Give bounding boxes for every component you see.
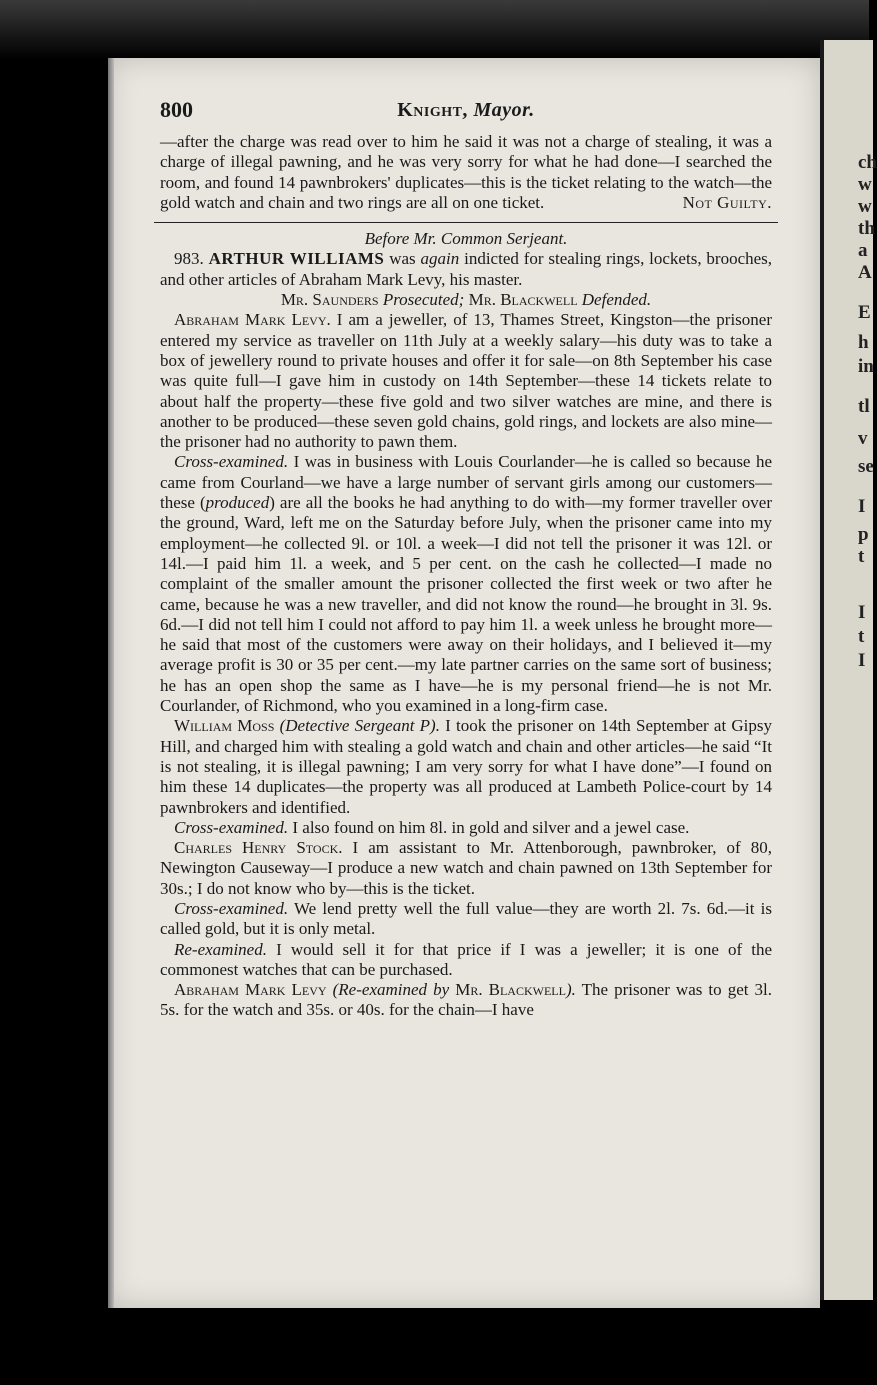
witness-name: Charles Henry Stock. xyxy=(174,838,343,858)
cross-examination-levy xyxy=(160,452,772,716)
facing-fragment: E xyxy=(858,302,871,323)
testimony-moss xyxy=(160,716,772,817)
facing-fragment: w xyxy=(858,174,872,195)
running-head-title: Mayor. xyxy=(473,99,535,121)
facing-fragment: I xyxy=(858,650,866,671)
witness-role: (Re-examined by xyxy=(332,980,450,1000)
facing-page-fragment xyxy=(820,40,877,1300)
facing-fragment: t xyxy=(858,626,865,647)
previous-case-body: —after the charge was read over to him he said it was not a charge of stealing, it was a charge of illegal pawning, and he was very sorry for what he had done—I searched the room, and found 14 pawnbrokers' duplicates—this is the ticket relating to the watch—the gold watch and chain and two rings are all on one ticket. xyxy=(160,132,772,212)
defence-role: Defended. xyxy=(581,290,652,310)
facing-fragment: I xyxy=(858,496,866,517)
court-heading: Before Mr. Common Serjeant. xyxy=(364,229,568,249)
facing-fragment: in xyxy=(858,356,874,377)
cross-examined-label: Cross-examined. xyxy=(174,817,289,837)
prosecution-role: Prosecuted; xyxy=(382,290,465,310)
case-was: was xyxy=(389,249,416,269)
testimony-text: The prisoner was to get 3l. 5s. for the watch and 35s. or 40s. for the chain—I have xyxy=(160,980,773,1020)
facing-fragment: A xyxy=(858,262,872,283)
witness-role-close: ). xyxy=(565,980,576,1000)
testimony-text: I was in business with Louis Courlander—he is called so because he came from Courland—we have a large number of servant girls among our customers—these ( xyxy=(160,452,772,513)
page-content xyxy=(160,96,772,1021)
facing-fragment: v xyxy=(858,428,868,449)
testimony-text: I also found on him 8l. in gold and silver and a jewel case. xyxy=(292,817,690,837)
page-gutter-edge xyxy=(108,58,114,1308)
defence-counsel: Mr. Blackwell xyxy=(468,290,578,310)
running-head xyxy=(160,97,772,122)
case-again: again xyxy=(420,249,460,269)
previous-case-text xyxy=(160,132,772,213)
facing-fragment: tl xyxy=(858,396,870,417)
scan-background xyxy=(0,0,869,60)
section-divider xyxy=(154,222,778,223)
facing-fragment: I xyxy=(858,602,866,623)
testimony-text: We lend pretty well the full value—they are worth 2l. 7s. 6d.—it is called gold, but it is only metal. xyxy=(160,898,772,939)
witness-name: Abraham Mark Levy xyxy=(174,980,327,1000)
page-number: 800 xyxy=(160,97,193,122)
counsel-line xyxy=(160,290,772,310)
case-heading xyxy=(160,249,772,290)
testimony-text: I am a jeweller, of 13, Thames Street, Kingston—the prisoner entered my service as traveller on 11th July at a weekly salary—his duty was to take a box of jewellery round to private houses and offer it for sale—on 8th September his case was quite full—I gave him in custody on 14th September—these 14 tickets relate to about half the property—these five gold and two silver watches are mine, and there is another to be produced—these seven gold chains, gold rings, and lockets are also mine—the prisoner had no authority to pawn them. xyxy=(160,310,772,452)
verdict: Not Guilty. xyxy=(682,192,772,212)
cross-examination-moss xyxy=(160,818,772,838)
witness-name: Abraham Mark Levy. xyxy=(174,310,331,330)
running-head-name: Knight, xyxy=(397,99,468,121)
facing-fragment: w xyxy=(858,196,872,217)
testimony-stock xyxy=(160,838,772,899)
witness-role: (Detective Sergeant P). xyxy=(279,716,440,736)
testimony-text: I would sell it for that price if I was a jeweller; it is one of the commonest watches that can be purchased. xyxy=(160,939,773,979)
cross-examined-label: Cross-examined. xyxy=(174,452,289,472)
testimony-levy xyxy=(160,310,772,452)
case-number: 983. xyxy=(174,249,204,269)
testimony-levy-recalled xyxy=(160,980,772,1021)
prosecution-counsel: Mr. Saunders xyxy=(280,290,379,310)
facing-fragment: a xyxy=(858,240,868,261)
facing-fragment: se xyxy=(858,456,874,477)
facing-fragment: th xyxy=(858,218,875,239)
testimony-text: ) are all the books he had anything to do with—my former traveller over the ground, Ward, left me on the Saturday before July, when the prisoner came into my employment—he collected 9l. or 10l. a week—I did not tell the prisoner it was 12l. or 14l.—I paid him 1l. a week, and 5 per cent. on the cash he collected—I made no complaint of the smaller amount the prisoner collected the first week or two after he came, because he was a new traveller, and did not know the round—he brought in 3l. 9s. 6d.—I did not tell him I could not afford to pay him 1l. a week unless he brought more—he said that most of the customers were away on their holidays, and I believed it—my average profit is 30 or 35 per cent.—my late partner carries on the same sort of business; he has an open shop the same as I have—he is my personal friend—he is not Mr. Courlander, of Richmond, who you examined in a long-firm case. xyxy=(160,493,772,716)
cross-examination-stock xyxy=(160,899,772,940)
facing-fragment: ch xyxy=(858,152,877,173)
re-examined-label: Re-examined. xyxy=(174,939,267,959)
defendant-name: ARTHUR WILLIAMS xyxy=(208,249,385,269)
produced-note: produced xyxy=(205,493,270,513)
testimony-text: I am assistant to Mr. Attenborough, pawnbroker, of 80, Newington Causeway—I produce a new watch and chain pawned on 13th September for 30s.; I do not know who by—this is the ticket. xyxy=(160,838,772,898)
counsel-name: Mr. Blackwell xyxy=(455,980,566,1000)
facing-fragment: p xyxy=(858,524,869,545)
case-charge: indicted for stealing rings, lockets, brooches, and other articles of Abraham Mark Levy, his master. xyxy=(160,249,773,289)
testimony-text: I took the prisoner on 14th September at Gipsy Hill, and charged him with stealing a gold watch and chain and other articles—he said “It is not stealing, it is illegal pawning; I am very sorry for what I have done”—I found on him these 14 duplicates—the property was all produced at Lambeth Police-court by 14 pawnbrokers and identified. xyxy=(160,716,773,817)
facing-fragment: h xyxy=(858,332,869,353)
re-examination-stock xyxy=(160,940,772,981)
cross-examined-label: Cross-examined. xyxy=(174,898,289,918)
page-header xyxy=(160,96,772,132)
facing-fragment: t xyxy=(858,546,865,567)
witness-name: William Moss xyxy=(174,716,275,736)
